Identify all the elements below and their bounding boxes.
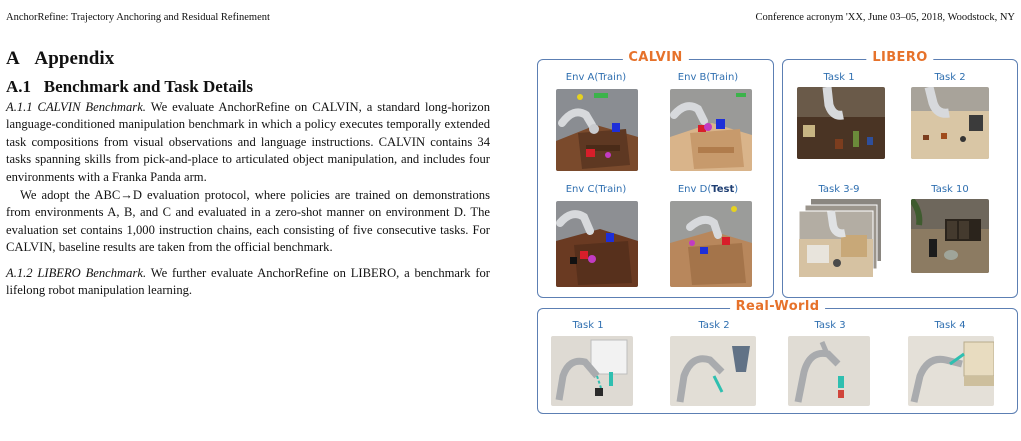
calvin-runin-heading: A.1.1 CALVIN Benchmark. [6,100,146,114]
real-task4-image [908,336,994,406]
libero-task10-image [911,199,989,273]
env-a-image [556,89,638,171]
env-d-label-test: Test [711,184,735,195]
real-task1-label: Task 1 [572,320,604,331]
calvin-paragraph-1-text: We evaluate AnchorRefine on CALVIN, a standard long-horizon language-conditioned manipulation benchmark in which a policy executes temporally extended task compositions from visual observations and language instructions. CALVIN contains 34 tasks spanning skills from pick-and-place to articulated object manipulation, and includes four environments with a Franka Panda arm. [6,100,490,184]
calvin-paragraph-2: We adopt the ABC→D evaluation protocol, where policies are trained on demonstrations from environments A, B, and C and evaluated in a zero-shot manner on environment D. The evaluation set contains 1,000 instruction chains, each consisting of five consecutive tasks. For CALVIN, baseline results are taken from the official benchmark. [6,188,490,255]
env-b-label: Env B(Train) [677,72,739,83]
header-paper-title: AnchorRefine: Trajectory Anchoring and Residual Refinement [6,12,270,23]
libero-paragraph-1-text: We further evaluate AnchorRefine on LIBERO, a benchmark for lifelong robot manipulation learning. [6,265,490,298]
libero-panel-title: LIBERO [866,50,933,65]
env-b-image [670,89,752,171]
libero-runin-heading: A.1.2 LIBERO Benchmark. [6,265,147,280]
calvin-panel-title: CALVIN [622,50,688,65]
env-a-label: Env A(Train) [565,72,627,83]
env-d-label-prefix: Env D( [677,184,712,195]
libero-task39-stack [797,199,891,281]
libero-panel [782,50,1018,298]
real-task1-image [551,336,633,406]
libero-paragraph-1 [6,265,490,300]
calvin-panel [537,50,774,298]
real-task3-image [788,336,870,406]
env-d-label [678,184,738,195]
libero-task1-label: Task 1 [823,72,855,83]
section-heading [6,48,490,70]
section-title: Appendix [34,48,115,69]
real-task3-label: Task 3 [814,320,846,331]
subsection-number: A.1 [6,77,32,96]
libero-task2-label: Task 2 [934,72,966,83]
real-world-panel-title: Real-World [730,299,826,314]
env-c-label: Env C(Train) [565,184,627,195]
text-column [6,48,490,299]
header-conference: Conference acronym 'XX, June 03–05, 2018, Woodstock, NY [755,12,1015,23]
env-c-image [556,201,638,287]
subsection-heading [6,76,490,98]
env-d-image [670,201,752,287]
real-task2-label: Task 2 [698,320,730,331]
calvin-paragraph-1 [6,99,490,186]
benchmark-figure [537,50,1017,413]
libero-task39-label: Task 3-9 [818,184,860,195]
env-d-label-suffix: ) [734,184,739,195]
real-world-panel [537,299,1018,414]
libero-task1-image [797,87,885,159]
libero-task10-label: Task 10 [931,184,969,195]
libero-task2-image [911,87,989,159]
section-number: A [6,48,20,69]
subsection-title: Benchmark and Task Details [43,77,254,96]
real-task4-label: Task 4 [934,320,966,331]
running-header [6,12,1015,26]
real-task2-image [670,336,756,406]
